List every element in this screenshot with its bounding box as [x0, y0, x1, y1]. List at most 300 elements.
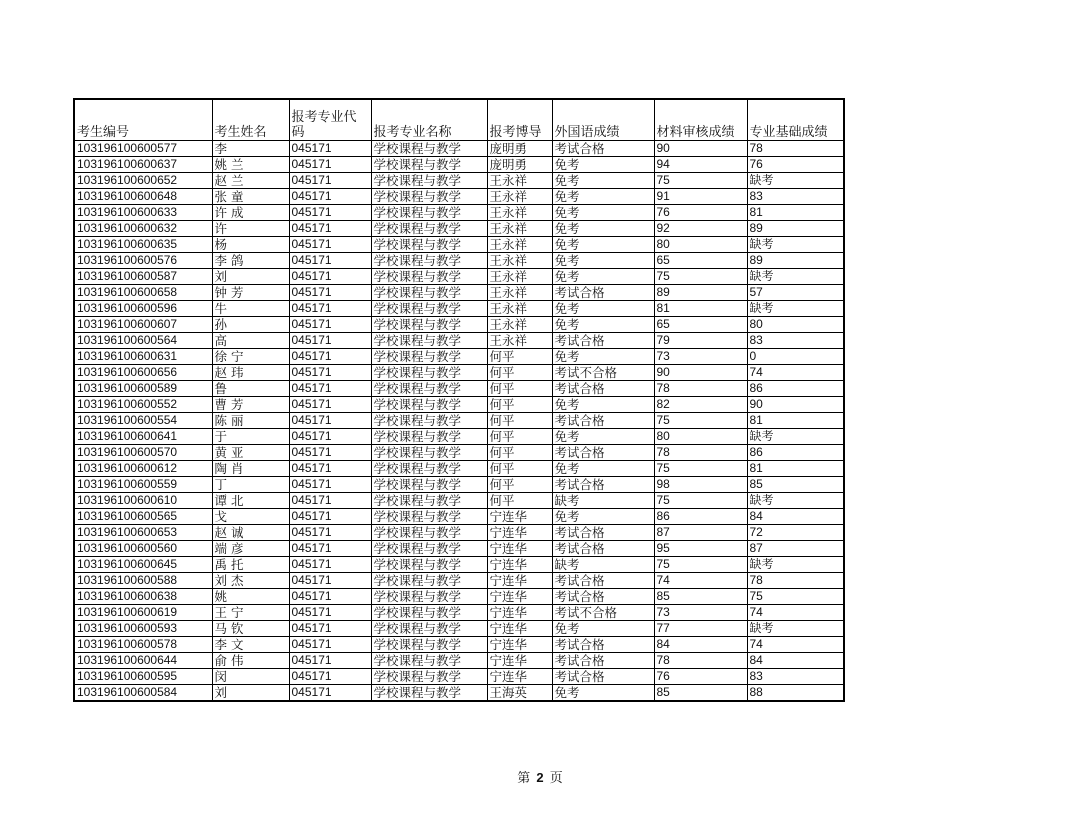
cell-exam-id: 103196100600635 — [74, 237, 212, 253]
cell-language-score: 考试合格 — [552, 445, 654, 461]
page-footer — [0, 767, 1080, 786]
cell-material-score: 90 — [654, 141, 747, 157]
cell-language-score: 免考 — [552, 269, 654, 285]
cell-basic-score: 86 — [747, 381, 844, 397]
cell-major-name: 学校课程与教学 — [371, 573, 487, 589]
cell-language-score: 考试不合格 — [552, 365, 654, 381]
header-supervisor: 报考博导 — [487, 99, 552, 141]
cell-material-score: 81 — [654, 301, 747, 317]
cell-language-score: 免考 — [552, 157, 654, 173]
cell-major-code: 045171 — [289, 237, 371, 253]
cell-language-score: 考试合格 — [552, 413, 654, 429]
cell-exam-id: 103196100600576 — [74, 253, 212, 269]
cell-supervisor: 王永祥 — [487, 285, 552, 301]
cell-material-score: 98 — [654, 477, 747, 493]
cell-name: 刘 — [212, 269, 289, 285]
cell-material-score: 85 — [654, 685, 747, 702]
cell-language-score: 考试合格 — [552, 477, 654, 493]
cell-language-score: 缺考 — [552, 557, 654, 573]
cell-material-score: 65 — [654, 253, 747, 269]
table-row — [74, 685, 844, 702]
cell-name: 曹 芳 — [212, 397, 289, 413]
cell-major-name: 学校课程与教学 — [371, 237, 487, 253]
cell-major-code: 045171 — [289, 397, 371, 413]
cell-language-score: 考试合格 — [552, 141, 654, 157]
table-row — [74, 493, 844, 509]
table-row — [74, 253, 844, 269]
cell-supervisor: 何平 — [487, 397, 552, 413]
cell-name: 鲁 — [212, 381, 289, 397]
cell-major-name: 学校课程与教学 — [371, 333, 487, 349]
cell-name: 于 — [212, 429, 289, 445]
cell-basic-score: 83 — [747, 333, 844, 349]
cell-material-score: 75 — [654, 413, 747, 429]
cell-exam-id: 103196100600619 — [74, 605, 212, 621]
cell-major-name: 学校课程与教学 — [371, 605, 487, 621]
cell-language-score: 考试合格 — [552, 573, 654, 589]
cell-material-score: 86 — [654, 509, 747, 525]
cell-supervisor: 何平 — [487, 381, 552, 397]
cell-major-name: 学校课程与教学 — [371, 477, 487, 493]
cell-language-score: 免考 — [552, 253, 654, 269]
cell-language-score: 免考 — [552, 221, 654, 237]
header-material-score: 材料审核成绩 — [654, 99, 747, 141]
cell-exam-id: 103196100600656 — [74, 365, 212, 381]
cell-language-score: 免考 — [552, 685, 654, 702]
cell-language-score: 免考 — [552, 621, 654, 637]
cell-supervisor: 王永祥 — [487, 205, 552, 221]
cell-material-score: 82 — [654, 397, 747, 413]
cell-supervisor: 庞明勇 — [487, 157, 552, 173]
cell-supervisor: 宁连华 — [487, 605, 552, 621]
cell-material-score: 80 — [654, 237, 747, 253]
cell-major-name: 学校课程与教学 — [371, 557, 487, 573]
cell-major-code: 045171 — [289, 253, 371, 269]
cell-language-score: 考试合格 — [552, 589, 654, 605]
header-language-score: 外国语成绩 — [552, 99, 654, 141]
table-row — [74, 397, 844, 413]
cell-basic-score: 83 — [747, 669, 844, 685]
table-row — [74, 189, 844, 205]
cell-language-score: 考试合格 — [552, 541, 654, 557]
cell-basic-score: 83 — [747, 189, 844, 205]
table-row — [74, 285, 844, 301]
cell-exam-id: 103196100600560 — [74, 541, 212, 557]
cell-major-code: 045171 — [289, 669, 371, 685]
cell-name: 姚 — [212, 589, 289, 605]
cell-supervisor: 宁连华 — [487, 621, 552, 637]
cell-major-name: 学校课程与教学 — [371, 525, 487, 541]
cell-material-score: 75 — [654, 557, 747, 573]
cell-supervisor: 宁连华 — [487, 557, 552, 573]
cell-major-code: 045171 — [289, 461, 371, 477]
cell-exam-id: 103196100600588 — [74, 573, 212, 589]
cell-basic-score: 88 — [747, 685, 844, 702]
cell-material-score: 75 — [654, 493, 747, 509]
cell-major-code: 045171 — [289, 525, 371, 541]
cell-supervisor: 宁连华 — [487, 653, 552, 669]
cell-name: 王 宁 — [212, 605, 289, 621]
table-row — [74, 653, 844, 669]
cell-name: 徐 宁 — [212, 349, 289, 365]
cell-exam-id: 103196100600595 — [74, 669, 212, 685]
header-name: 考生姓名 — [212, 99, 289, 141]
cell-supervisor: 王永祥 — [487, 237, 552, 253]
cell-name: 刘 — [212, 685, 289, 702]
cell-language-score: 考试合格 — [552, 525, 654, 541]
cell-exam-id: 103196100600633 — [74, 205, 212, 221]
cell-material-score: 78 — [654, 653, 747, 669]
cell-major-name: 学校课程与教学 — [371, 637, 487, 653]
table-row — [74, 365, 844, 381]
cell-name: 闵 — [212, 669, 289, 685]
cell-major-name: 学校课程与教学 — [371, 269, 487, 285]
cell-basic-score: 74 — [747, 605, 844, 621]
table-row — [74, 669, 844, 685]
cell-major-code: 045171 — [289, 205, 371, 221]
cell-basic-score: 缺考 — [747, 173, 844, 189]
cell-material-score: 75 — [654, 269, 747, 285]
cell-major-name: 学校课程与教学 — [371, 509, 487, 525]
cell-supervisor: 何平 — [487, 493, 552, 509]
table-row — [74, 509, 844, 525]
page-number: 2 — [536, 770, 544, 785]
cell-major-code: 045171 — [289, 477, 371, 493]
cell-major-name: 学校课程与教学 — [371, 173, 487, 189]
cell-major-code: 045171 — [289, 653, 371, 669]
cell-major-code: 045171 — [289, 557, 371, 573]
cell-name: 赵 诚 — [212, 525, 289, 541]
cell-major-name: 学校课程与教学 — [371, 141, 487, 157]
table-row — [74, 525, 844, 541]
cell-basic-score: 80 — [747, 317, 844, 333]
cell-major-name: 学校课程与教学 — [371, 365, 487, 381]
cell-exam-id: 103196100600610 — [74, 493, 212, 509]
table-row — [74, 333, 844, 349]
header-basic-score: 专业基础成绩 — [747, 99, 844, 141]
cell-major-code: 045171 — [289, 637, 371, 653]
cell-supervisor: 王永祥 — [487, 173, 552, 189]
cell-major-code: 045171 — [289, 605, 371, 621]
cell-major-name: 学校课程与教学 — [371, 349, 487, 365]
cell-major-code: 045171 — [289, 493, 371, 509]
cell-major-name: 学校课程与教学 — [371, 621, 487, 637]
cell-supervisor: 宁连华 — [487, 637, 552, 653]
cell-basic-score: 89 — [747, 221, 844, 237]
cell-supervisor: 宁连华 — [487, 541, 552, 557]
cell-major-code: 045171 — [289, 301, 371, 317]
cell-name: 赵 玮 — [212, 365, 289, 381]
score-table — [73, 98, 845, 702]
cell-supervisor: 宁连华 — [487, 525, 552, 541]
cell-basic-score: 75 — [747, 589, 844, 605]
cell-exam-id: 103196100600552 — [74, 397, 212, 413]
cell-basic-score: 缺考 — [747, 429, 844, 445]
cell-major-name: 学校课程与教学 — [371, 221, 487, 237]
cell-basic-score: 84 — [747, 509, 844, 525]
table-row — [74, 381, 844, 397]
cell-name: 黄 亚 — [212, 445, 289, 461]
cell-exam-id: 103196100600570 — [74, 445, 212, 461]
table-body — [74, 141, 844, 702]
cell-supervisor: 何平 — [487, 349, 552, 365]
cell-material-score: 65 — [654, 317, 747, 333]
cell-major-code: 045171 — [289, 189, 371, 205]
cell-language-score: 免考 — [552, 349, 654, 365]
page-suffix: 页 — [549, 771, 563, 786]
cell-material-score: 76 — [654, 669, 747, 685]
table-row — [74, 269, 844, 285]
header-major-name: 报考专业名称 — [371, 99, 487, 141]
cell-exam-id: 103196100600578 — [74, 637, 212, 653]
cell-material-score: 92 — [654, 221, 747, 237]
cell-name: 陈 丽 — [212, 413, 289, 429]
cell-language-score: 免考 — [552, 237, 654, 253]
cell-basic-score: 89 — [747, 253, 844, 269]
table-row — [74, 157, 844, 173]
cell-name: 谭 北 — [212, 493, 289, 509]
cell-major-name: 学校课程与教学 — [371, 381, 487, 397]
cell-exam-id: 103196100600612 — [74, 461, 212, 477]
cell-exam-id: 103196100600596 — [74, 301, 212, 317]
cell-language-score: 考试合格 — [552, 637, 654, 653]
table-row — [74, 557, 844, 573]
cell-exam-id: 103196100600589 — [74, 381, 212, 397]
header-exam-id: 考生编号 — [74, 99, 212, 141]
cell-material-score: 89 — [654, 285, 747, 301]
cell-name: 姚 兰 — [212, 157, 289, 173]
cell-major-code: 045171 — [289, 349, 371, 365]
cell-basic-score: 缺考 — [747, 301, 844, 317]
cell-major-name: 学校课程与教学 — [371, 653, 487, 669]
cell-material-score: 95 — [654, 541, 747, 557]
cell-name: 马 钦 — [212, 621, 289, 637]
cell-major-name: 学校课程与教学 — [371, 317, 487, 333]
cell-major-name: 学校课程与教学 — [371, 493, 487, 509]
cell-name: 李 鸽 — [212, 253, 289, 269]
cell-supervisor: 何平 — [487, 477, 552, 493]
cell-name: 李 — [212, 141, 289, 157]
cell-language-score: 免考 — [552, 205, 654, 221]
cell-supervisor: 王永祥 — [487, 269, 552, 285]
cell-major-code: 045171 — [289, 221, 371, 237]
cell-major-name: 学校课程与教学 — [371, 461, 487, 477]
cell-supervisor: 何平 — [487, 365, 552, 381]
cell-language-score: 免考 — [552, 429, 654, 445]
table-row — [74, 173, 844, 189]
cell-major-code: 045171 — [289, 589, 371, 605]
cell-exam-id: 103196100600564 — [74, 333, 212, 349]
cell-basic-score: 87 — [747, 541, 844, 557]
cell-language-score: 考试合格 — [552, 285, 654, 301]
cell-material-score: 91 — [654, 189, 747, 205]
cell-major-name: 学校课程与教学 — [371, 685, 487, 702]
cell-name: 戈 — [212, 509, 289, 525]
cell-exam-id: 103196100600637 — [74, 157, 212, 173]
cell-basic-score: 缺考 — [747, 493, 844, 509]
table-row — [74, 301, 844, 317]
cell-exam-id: 103196100600559 — [74, 477, 212, 493]
cell-exam-id: 103196100600641 — [74, 429, 212, 445]
cell-material-score: 76 — [654, 205, 747, 221]
cell-basic-score: 0 — [747, 349, 844, 365]
table-row — [74, 573, 844, 589]
cell-name: 禹 托 — [212, 557, 289, 573]
cell-major-code: 045171 — [289, 269, 371, 285]
cell-name: 丁 — [212, 477, 289, 493]
cell-material-score: 84 — [654, 637, 747, 653]
cell-major-code: 045171 — [289, 317, 371, 333]
cell-major-name: 学校课程与教学 — [371, 413, 487, 429]
cell-name: 牛 — [212, 301, 289, 317]
cell-material-score: 77 — [654, 621, 747, 637]
cell-supervisor: 王永祥 — [487, 317, 552, 333]
cell-basic-score: 57 — [747, 285, 844, 301]
cell-major-name: 学校课程与教学 — [371, 157, 487, 173]
cell-exam-id: 103196100600607 — [74, 317, 212, 333]
cell-major-name: 学校课程与教学 — [371, 429, 487, 445]
cell-supervisor: 王永祥 — [487, 189, 552, 205]
cell-basic-score: 90 — [747, 397, 844, 413]
cell-language-score: 免考 — [552, 509, 654, 525]
cell-exam-id: 103196100600652 — [74, 173, 212, 189]
cell-major-code: 045171 — [289, 573, 371, 589]
table-row — [74, 237, 844, 253]
table-row — [74, 461, 844, 477]
cell-name: 许 — [212, 221, 289, 237]
cell-major-code: 045171 — [289, 429, 371, 445]
cell-supervisor: 宁连华 — [487, 669, 552, 685]
cell-major-code: 045171 — [289, 381, 371, 397]
cell-supervisor: 宁连华 — [487, 573, 552, 589]
cell-name: 陶 肖 — [212, 461, 289, 477]
cell-name: 端 彦 — [212, 541, 289, 557]
cell-exam-id: 103196100600653 — [74, 525, 212, 541]
cell-exam-id: 103196100600658 — [74, 285, 212, 301]
cell-basic-score: 81 — [747, 461, 844, 477]
cell-major-name: 学校课程与教学 — [371, 589, 487, 605]
cell-basic-score: 74 — [747, 637, 844, 653]
cell-major-name: 学校课程与教学 — [371, 445, 487, 461]
cell-material-score: 75 — [654, 461, 747, 477]
cell-supervisor: 王永祥 — [487, 333, 552, 349]
cell-name: 杨 — [212, 237, 289, 253]
cell-name: 俞 伟 — [212, 653, 289, 669]
table-row — [74, 621, 844, 637]
cell-basic-score: 86 — [747, 445, 844, 461]
cell-exam-id: 103196100600632 — [74, 221, 212, 237]
cell-supervisor: 王永祥 — [487, 301, 552, 317]
cell-supervisor: 何平 — [487, 445, 552, 461]
cell-basic-score: 76 — [747, 157, 844, 173]
cell-material-score: 79 — [654, 333, 747, 349]
cell-exam-id: 103196100600648 — [74, 189, 212, 205]
cell-material-score: 73 — [654, 349, 747, 365]
cell-major-code: 045171 — [289, 333, 371, 349]
cell-name: 刘 杰 — [212, 573, 289, 589]
cell-language-score: 免考 — [552, 189, 654, 205]
cell-material-score: 90 — [654, 365, 747, 381]
cell-major-code: 045171 — [289, 285, 371, 301]
cell-material-score: 87 — [654, 525, 747, 541]
cell-major-name: 学校课程与教学 — [371, 285, 487, 301]
header-major-code: 报考专业代码 — [289, 99, 371, 141]
cell-basic-score: 缺考 — [747, 269, 844, 285]
cell-exam-id: 103196100600587 — [74, 269, 212, 285]
cell-language-score: 考试合格 — [552, 333, 654, 349]
table-header-row — [74, 99, 844, 141]
cell-basic-score: 72 — [747, 525, 844, 541]
cell-name: 高 — [212, 333, 289, 349]
cell-material-score: 74 — [654, 573, 747, 589]
page-prefix: 第 — [517, 771, 531, 786]
cell-name: 许 成 — [212, 205, 289, 221]
table-row — [74, 349, 844, 365]
cell-major-code: 045171 — [289, 685, 371, 702]
cell-major-code: 045171 — [289, 509, 371, 525]
cell-major-code: 045171 — [289, 541, 371, 557]
cell-material-score: 85 — [654, 589, 747, 605]
cell-basic-score: 81 — [747, 205, 844, 221]
cell-supervisor: 王海英 — [487, 685, 552, 702]
cell-major-code: 045171 — [289, 413, 371, 429]
cell-major-code: 045171 — [289, 173, 371, 189]
cell-name: 张 童 — [212, 189, 289, 205]
table-row — [74, 477, 844, 493]
cell-exam-id: 103196100600638 — [74, 589, 212, 605]
cell-major-name: 学校课程与教学 — [371, 541, 487, 557]
cell-exam-id: 103196100600565 — [74, 509, 212, 525]
table-row — [74, 445, 844, 461]
table-row — [74, 429, 844, 445]
cell-material-score: 80 — [654, 429, 747, 445]
cell-exam-id: 103196100600593 — [74, 621, 212, 637]
cell-language-score: 免考 — [552, 397, 654, 413]
cell-name: 孙 — [212, 317, 289, 333]
table-row — [74, 589, 844, 605]
cell-major-code: 045171 — [289, 621, 371, 637]
cell-basic-score: 74 — [747, 365, 844, 381]
cell-language-score: 免考 — [552, 173, 654, 189]
table-row — [74, 205, 844, 221]
cell-major-name: 学校课程与教学 — [371, 189, 487, 205]
cell-major-code: 045171 — [289, 141, 371, 157]
cell-exam-id: 103196100600554 — [74, 413, 212, 429]
cell-supervisor: 王永祥 — [487, 253, 552, 269]
table-row — [74, 605, 844, 621]
cell-supervisor: 宁连华 — [487, 589, 552, 605]
cell-basic-score: 85 — [747, 477, 844, 493]
cell-name: 李 文 — [212, 637, 289, 653]
cell-material-score: 94 — [654, 157, 747, 173]
table-row — [74, 317, 844, 333]
cell-basic-score: 缺考 — [747, 237, 844, 253]
cell-basic-score: 78 — [747, 573, 844, 589]
cell-major-code: 045171 — [289, 365, 371, 381]
cell-language-score: 免考 — [552, 317, 654, 333]
cell-supervisor: 何平 — [487, 429, 552, 445]
cell-major-name: 学校课程与教学 — [371, 253, 487, 269]
cell-supervisor: 何平 — [487, 413, 552, 429]
cell-exam-id: 103196100600644 — [74, 653, 212, 669]
cell-basic-score: 78 — [747, 141, 844, 157]
cell-major-name: 学校课程与教学 — [371, 669, 487, 685]
cell-basic-score: 缺考 — [747, 621, 844, 637]
cell-material-score: 75 — [654, 173, 747, 189]
cell-supervisor: 王永祥 — [487, 221, 552, 237]
cell-supervisor: 何平 — [487, 461, 552, 477]
table-row — [74, 221, 844, 237]
